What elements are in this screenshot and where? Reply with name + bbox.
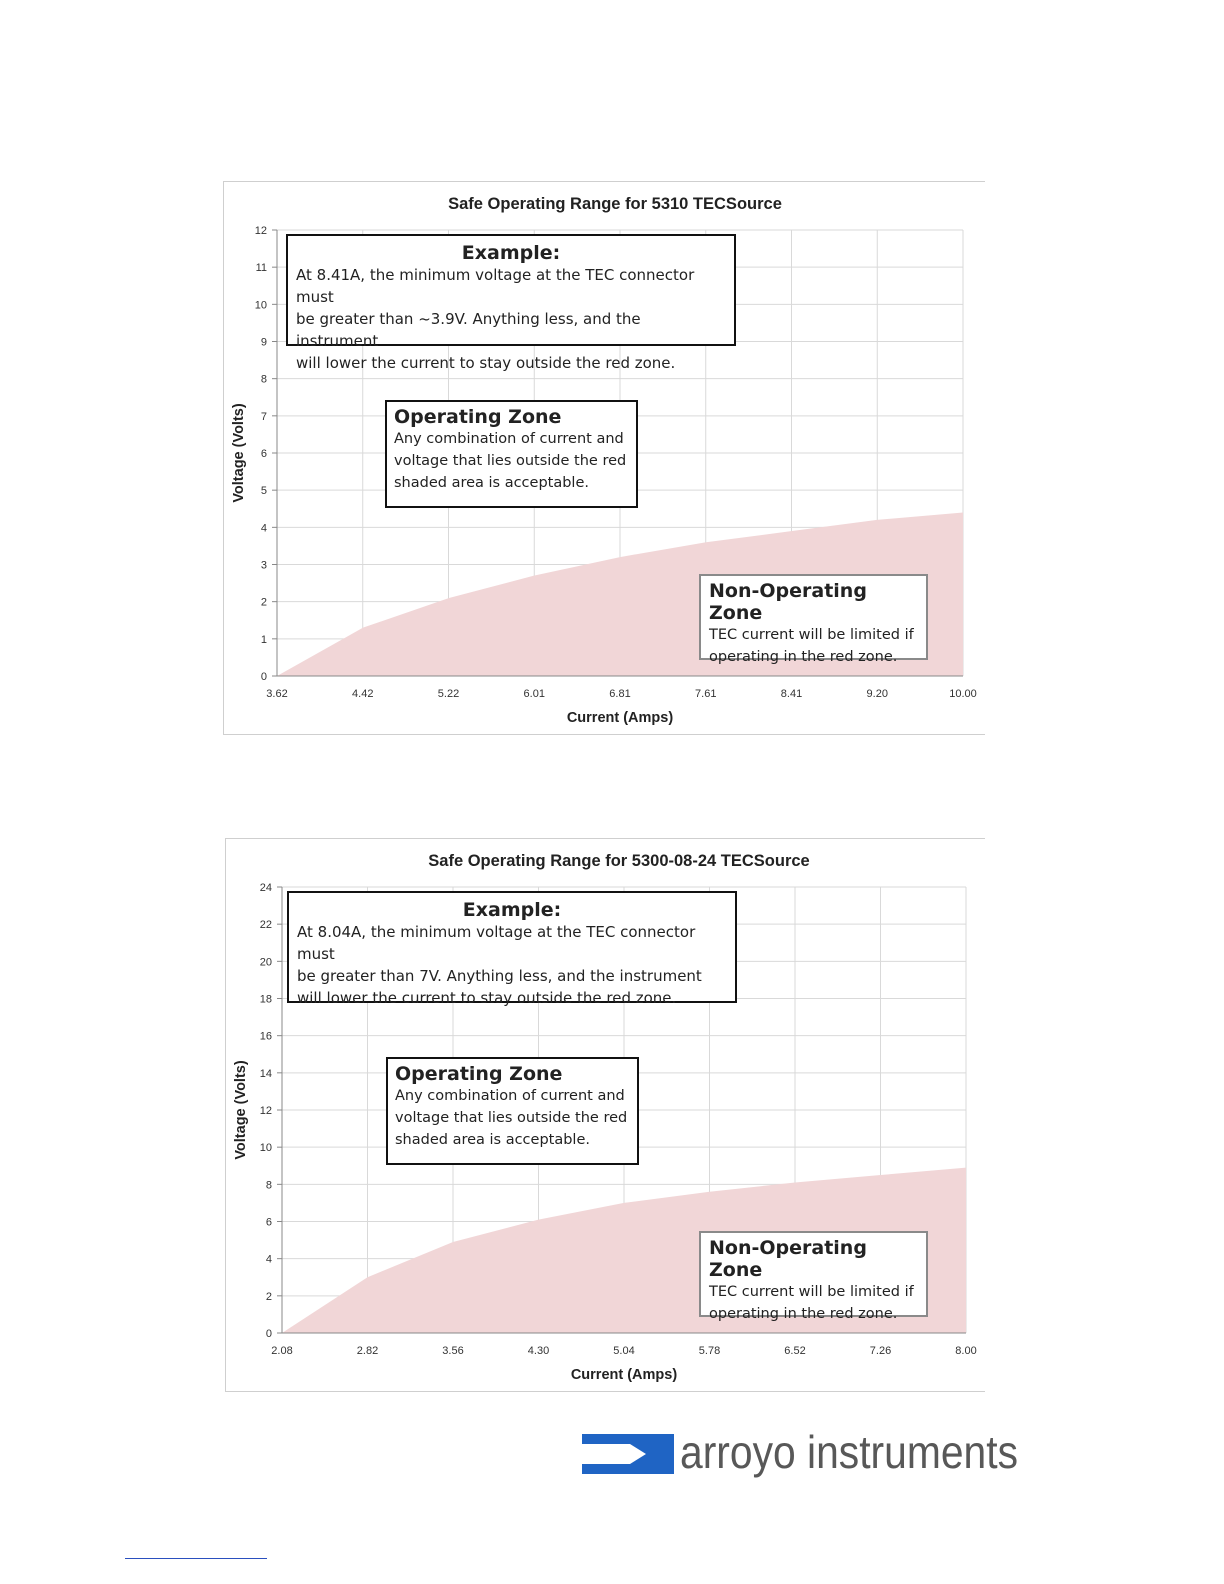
operating-zone-callout — [385, 400, 638, 508]
x-tick-label: 3.62 — [266, 688, 288, 700]
y-tick-label: 11 — [255, 262, 267, 275]
non-operating-zone-callout — [699, 1231, 928, 1322]
example-line-2: be greater than 7V. Anything less, and the instrument — [297, 967, 702, 985]
y-axis-label: Voltage (Volts) — [231, 403, 247, 503]
y-tick-label: 10 — [259, 1142, 272, 1155]
y-tick-label: 8 — [260, 373, 267, 386]
y-tick-label: 14 — [259, 1067, 272, 1080]
x-tick-label: 2.82 — [356, 1345, 379, 1357]
x-tick-label: 9.20 — [866, 688, 888, 700]
y-tick-label: 0 — [265, 1328, 272, 1340]
y-tick-label: 16 — [259, 1030, 272, 1043]
x-tick-label: 6.81 — [609, 688, 631, 700]
x-tick-label: 6.01 — [523, 688, 545, 700]
y-tick-label: 0 — [260, 671, 267, 683]
operating-zone-line-3: shaded area is acceptable. — [394, 475, 589, 491]
chart-title: Safe Operating Range for 5300-08-24 TECSource — [428, 852, 810, 870]
x-axis-label: Current (Amps) — [566, 710, 674, 726]
x-tick-label: 6.52 — [784, 1345, 806, 1357]
y-tick-label: 22 — [259, 919, 272, 932]
example-line-2: be greater than ~3.9V. Anything less, and the instrument — [296, 310, 641, 350]
y-tick-label: 4 — [265, 1253, 272, 1266]
example-line-1: At 8.41A, the minimum voltage at the TEC connector must — [296, 266, 695, 306]
x-tick-label: 5.04 — [613, 1345, 635, 1357]
x-tick-label: 2.08 — [271, 1345, 293, 1357]
example-callout — [287, 891, 737, 1007]
operating-zone-title: Operating Zone — [395, 1063, 563, 1085]
y-tick-label: 1 — [260, 633, 267, 646]
example-callout — [286, 234, 736, 372]
y-tick-label: 9 — [260, 336, 267, 349]
x-tick-label: 5.22 — [437, 688, 460, 700]
operating-zone-callout — [386, 1057, 639, 1165]
logo-mark-icon — [582, 1428, 1022, 1480]
non-operating-zone-line-2: operating in the red zone. — [709, 1306, 898, 1322]
y-tick-label: 12 — [254, 225, 267, 237]
example-line-3: will lower the current to stay outside the red zone. — [296, 354, 676, 372]
operating-zone-line-3: shaded area is acceptable. — [395, 1132, 590, 1148]
operating-zone-line-2: voltage that lies outside the red — [394, 453, 627, 469]
arroyo-instruments-logo — [582, 1428, 1022, 1480]
y-tick-label: 7 — [260, 410, 267, 423]
example-title: Example: — [461, 242, 561, 264]
operating-zone-title: Operating Zone — [394, 406, 562, 428]
non-operating-zone-line-1: TEC current will be limited if — [709, 627, 914, 643]
non-operating-zone-line-2: operating in the red zone. — [709, 649, 898, 665]
example-line-3: will lower the current to stay outside the red zone. — [297, 989, 677, 1007]
x-tick-label: 8.00 — [955, 1345, 977, 1357]
x-tick-label: 7.26 — [869, 1345, 892, 1357]
footer-rule — [125, 1558, 267, 1559]
example-line-1: At 8.04A, the minimum voltage at the TEC connector must — [297, 923, 696, 963]
chart-5300-08-24 — [225, 838, 985, 1392]
y-tick-label: 8 — [265, 1179, 272, 1192]
y-tick-label: 10 — [254, 299, 267, 312]
y-tick-label: 20 — [259, 956, 272, 969]
non-operating-zone-callout — [699, 574, 928, 665]
x-tick-label: 4.30 — [527, 1345, 550, 1357]
example-title: Example: — [462, 899, 562, 921]
chart-title: Safe Operating Range for 5310 TECSource — [448, 195, 782, 213]
y-tick-label: 5 — [260, 485, 267, 498]
non-operating-zone-title: Non-Operating Zone — [709, 580, 867, 624]
chart-5310 — [223, 181, 985, 735]
y-tick-label: 6 — [265, 1216, 272, 1229]
y-tick-label: 2 — [260, 596, 267, 609]
x-tick-label: 5.78 — [698, 1345, 721, 1357]
operating-zone-line-2: voltage that lies outside the red — [395, 1110, 628, 1126]
y-tick-label: 18 — [259, 993, 272, 1006]
y-axis-label: Voltage (Volts) — [233, 1060, 249, 1160]
logo-text: arroyo instruments — [680, 1426, 1018, 1478]
x-tick-label: 7.61 — [695, 688, 717, 700]
y-tick-label: 3 — [260, 559, 267, 572]
non-operating-zone-line-1: TEC current will be limited if — [709, 1284, 914, 1300]
x-tick-label: 10.00 — [949, 688, 977, 700]
x-tick-label: 8.41 — [780, 688, 803, 700]
y-tick-label: 12 — [259, 1105, 272, 1117]
y-tick-label: 2 — [265, 1290, 272, 1303]
x-tick-label: 3.56 — [442, 1345, 464, 1357]
y-tick-label: 4 — [260, 522, 267, 535]
operating-zone-line-1: Any combination of current and — [395, 1088, 625, 1104]
operating-zone-line-1: Any combination of current and — [394, 431, 624, 447]
x-axis-label: Current (Amps) — [570, 1367, 678, 1383]
non-operating-zone-title: Non-Operating Zone — [709, 1237, 867, 1281]
y-tick-label: 24 — [259, 882, 272, 894]
x-tick-label: 4.42 — [352, 688, 374, 700]
y-tick-label: 6 — [260, 448, 267, 460]
